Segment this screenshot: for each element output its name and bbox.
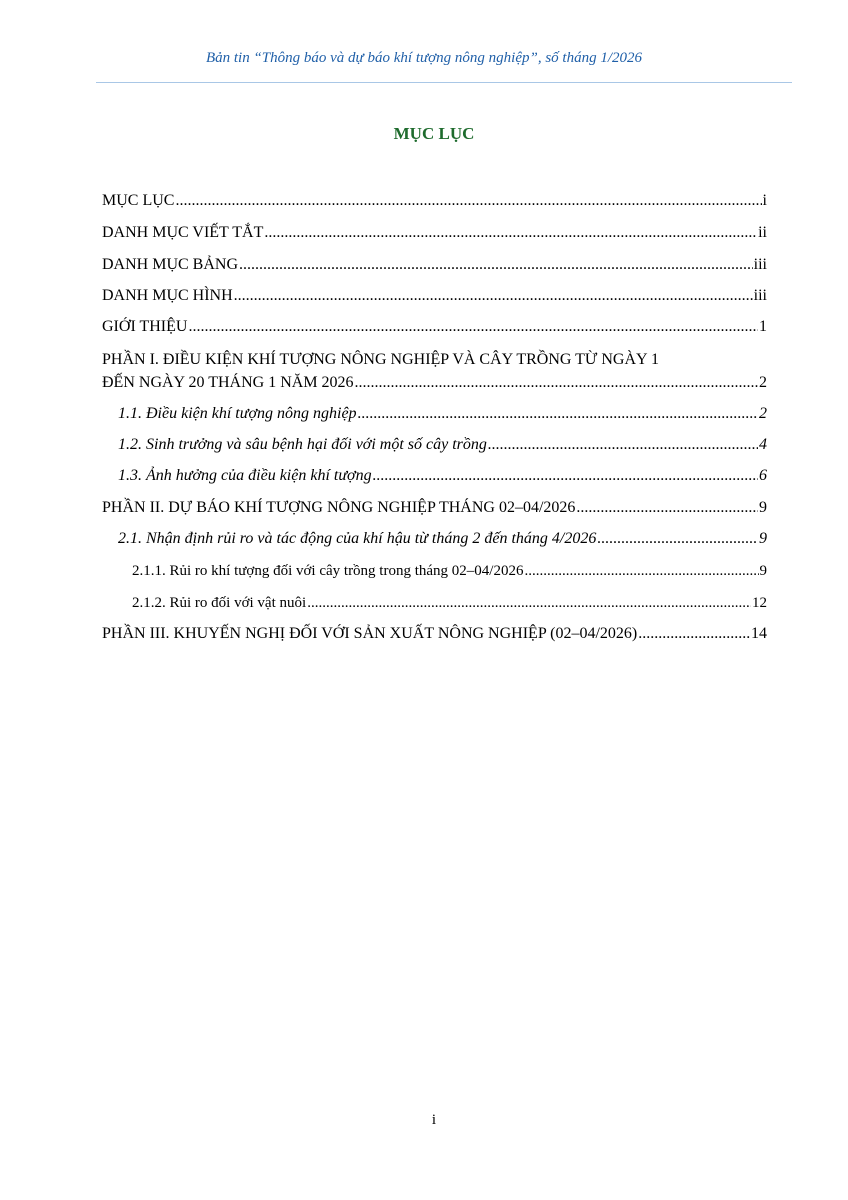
toc-entry-page: 4 [759, 436, 767, 453]
dot-leader [358, 404, 758, 424]
toc-entry-gioi-thieu[interactable] [102, 317, 767, 337]
toc-entry-page: i [762, 192, 767, 209]
toc-entry-page: 2 [759, 374, 767, 391]
toc-entry-label: 1.2. Sinh trưởng và sâu bệnh hại đối với một số cây trồng [118, 436, 487, 453]
toc-entry-page: 9 [759, 530, 767, 547]
toc-entry-page: 9 [759, 563, 767, 579]
toc-entry-label: 1.1. Điều kiện khí tượng nông nghiệp [118, 405, 357, 422]
toc-entry-page: 9 [759, 499, 767, 516]
toc-entry-label: 2.1.2. Rủi ro đối với vật nuôi [132, 595, 307, 611]
dot-leader [488, 435, 758, 455]
toc-entry-label: DANH MỤC VIẾT TẮT [102, 224, 264, 241]
toc-entry-label: DANH MỤC HÌNH [102, 287, 233, 304]
toc-entry-page: 12 [752, 595, 767, 611]
page-number: i [431, 1112, 437, 1128]
dot-leader [373, 466, 758, 486]
toc-entry-label: MỤC LỤC [102, 192, 175, 209]
toc-entry-label: 2.1.1. Rủi ro khí tượng đối với cây trồng trong tháng 02–04/2026 [132, 563, 524, 579]
toc-entry-page: 2 [759, 405, 767, 422]
toc-entry-label: 1.3. Ảnh hưởng của điều kiện khí tượng [118, 467, 372, 484]
toc-entry-danh-muc-hinh[interactable] [102, 286, 767, 306]
dot-leader [234, 286, 753, 306]
toc-entry-2-1-2[interactable] [132, 593, 767, 613]
toc-entry-2-1[interactable] [118, 529, 767, 549]
dot-leader [597, 529, 758, 549]
toc-entry-danh-muc-bang[interactable] [102, 255, 767, 275]
header-divider [96, 82, 792, 83]
toc-entry-label: 2.1. Nhận định rủi ro và tác động của khí hậu từ tháng 2 đến tháng 4/2026 [118, 530, 597, 547]
toc-entry-phan-3[interactable] [102, 624, 767, 644]
dot-leader [239, 255, 753, 275]
dot-leader [175, 191, 761, 211]
toc-entry-phan-1[interactable] [102, 348, 767, 394]
toc-entry-label-line2: ĐẾN NGÀY 20 THÁNG 1 NĂM 2026 [102, 374, 354, 391]
toc-entry-page: iii [753, 256, 767, 273]
dot-leader [576, 498, 758, 518]
toc-entry-label: PHẦN II. DỰ BÁO KHÍ TƯỢNG NÔNG NGHIỆP THÁNG 02–04/2026 [102, 499, 576, 516]
dot-leader [355, 371, 758, 394]
toc-entry-page: iii [753, 287, 767, 304]
toc-entry-label: DANH MỤC BẢNG [102, 256, 239, 273]
toc-entry-2-1-1[interactable] [132, 561, 767, 581]
toc-entry-danh-muc-viet-tat[interactable] [102, 223, 767, 243]
toc-entry-page: 14 [751, 625, 767, 642]
toc-entry-1-1[interactable] [118, 404, 767, 424]
toc-entry-phan-2[interactable] [102, 498, 767, 518]
dot-leader [188, 317, 758, 337]
running-header: Bản tin “Thông báo và dự báo khí tượng nông nghiệp”, số tháng 1/2026 [205, 50, 643, 66]
dot-leader [638, 624, 750, 644]
toc-entry-1-3[interactable] [118, 466, 767, 486]
dot-leader [307, 593, 751, 613]
toc-entry-label: GIỚI THIỆU [102, 318, 188, 335]
toc-entry-label-line1: PHẦN I. ĐIỀU KIỆN KHÍ TƯỢNG NÔNG NGHIỆP VÀ CÂY TRỒNG TỪ NGÀY 1 [102, 351, 659, 368]
toc-entry-1-2[interactable] [118, 435, 767, 455]
dot-leader [264, 223, 757, 243]
toc-entry-page: ii [758, 224, 767, 241]
toc-title: MỤC LỤC [393, 124, 475, 143]
dot-leader [524, 561, 758, 581]
toc-entry-label: PHẦN III. KHUYẾN NGHỊ ĐỐI VỚI SẢN XUẤT NÔNG NGHIỆP (02–04/2026) [102, 625, 638, 642]
toc-entry-page: 1 [759, 318, 767, 335]
toc-entry-page: 6 [759, 467, 767, 484]
toc-entry-muc-luc[interactable] [102, 191, 767, 211]
